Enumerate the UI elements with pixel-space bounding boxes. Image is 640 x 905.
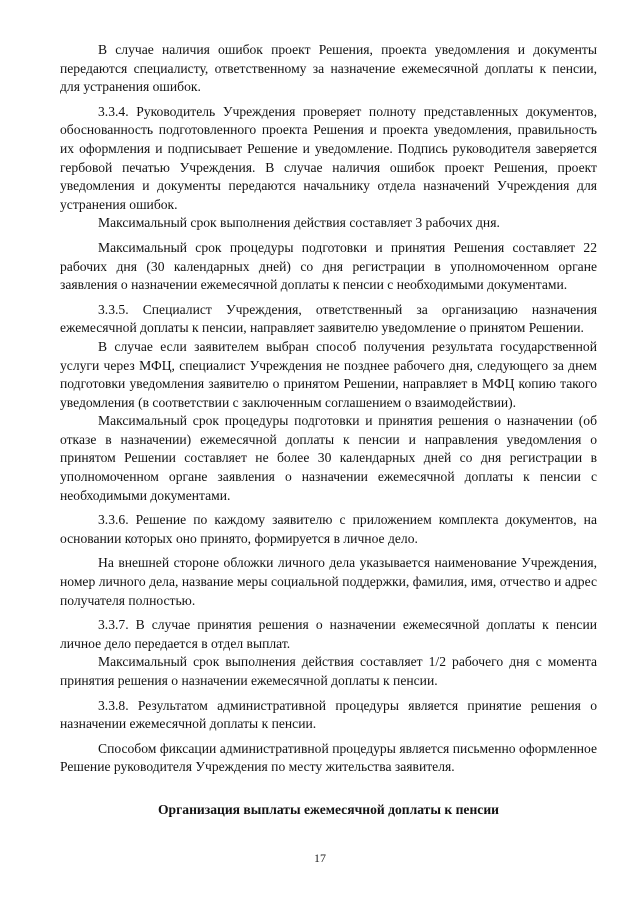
paragraph-max-term-30-days: Максимальный срок процедуры подготовки и принятия решения о назначении (об отказе в назначении) ежемесячной доплаты к пенсии и направления уведомления о принятом Решении составляет не более 30 календарных дней со дня регистрации в уполномоченном органе заявления о назначении ежемесячной доплаты к пенсии с необходимыми документами. xyxy=(60,413,597,503)
paragraph-3-3-5: 3.3.5. Специалист Учреждения, ответственный за организацию назначения ежемесячной доплаты к пенсии, направляет заявителю уведомление о принятом Решении. xyxy=(60,301,597,336)
paragraph-fixation-method: Способом фиксации административной процедуры является письменно оформленное Решение руководителя Учреждения по месту жительства заявителя. xyxy=(60,740,597,775)
paragraph-max-term-3-days: Максимальный срок выполнения действия составляет 3 рабочих дня. xyxy=(98,215,500,231)
paragraph-3-3-4: 3.3.4. Руководитель Учреждения проверяет полноту представленных документов, обоснованность подготовленного проекта Решения и проекта уведомления, правильность их оформления и подписывает Решение и уведомление. Подпись руководителя заверяется гербовой печатью Учреждения. В случае наличия ошибок проект Решения, проект уведомления и документы передаются начальнику отдела назначений Учреждения для устранения ошибок. xyxy=(60,103,597,212)
paragraph-3-3-6: 3.3.6. Решение по каждому заявителю с приложением комплекта документов, на основании которых оно принято, формируется в личное дело. xyxy=(60,512,597,546)
paragraph-errors-return: В случае наличия ошибок проект Решения, проекта уведомления и документы передаются специалисту, ответственному за назначение ежемесячной доплаты к пенсии, для устранения ошибок. xyxy=(60,42,597,95)
paragraph-max-term-procedure: Максимальный срок процедуры подготовки и принятия Решения составляет 22 рабочих дня (30 календарных дней) со дня регистрации в уполномоченном органе заявления о назначении ежемесячной доплаты к пенсии с необходимыми документами. xyxy=(60,239,597,293)
paragraph-cover-info: На внешней стороне обложки личного дела указывается наименование Учреждения, номер личного дела, название меры социальной поддержки, фамилия, имя, отчество и адрес получателя полностью. xyxy=(60,555,597,608)
paragraph-max-term-half-day: Максимальный срок выполнения действия составляет 1/2 рабочего дня с момента принятия решения о назначении ежемесячной доплаты к пенсии. xyxy=(60,654,597,688)
page-number: 17 xyxy=(314,851,326,865)
paragraph-3-3-7: 3.3.7. В случае принятия решения о назначении ежемесячной доплаты к пенсии личное дело передается в отдел выплат. xyxy=(60,617,597,651)
paragraph-3-3-8: 3.3.8. Результатом административной процедуры является принятие решения о назначении ежемесячной доплаты к пенсии. xyxy=(60,697,597,732)
document-body xyxy=(60,41,597,777)
section-heading: Организация выплаты ежемесячной доплаты к пенсии xyxy=(157,802,499,817)
paragraph-mfc-case: В случае если заявителем выбран способ получения результата государственной услуги через МФЦ, специалист Учреждения не позднее рабочего дня, следующего за днем подготовки уведомления заявителю о принятом Решении, направляет в МФЦ копию такого уведомления (в соответствии с заключенным соглашением о взаимодействии). xyxy=(60,338,597,410)
